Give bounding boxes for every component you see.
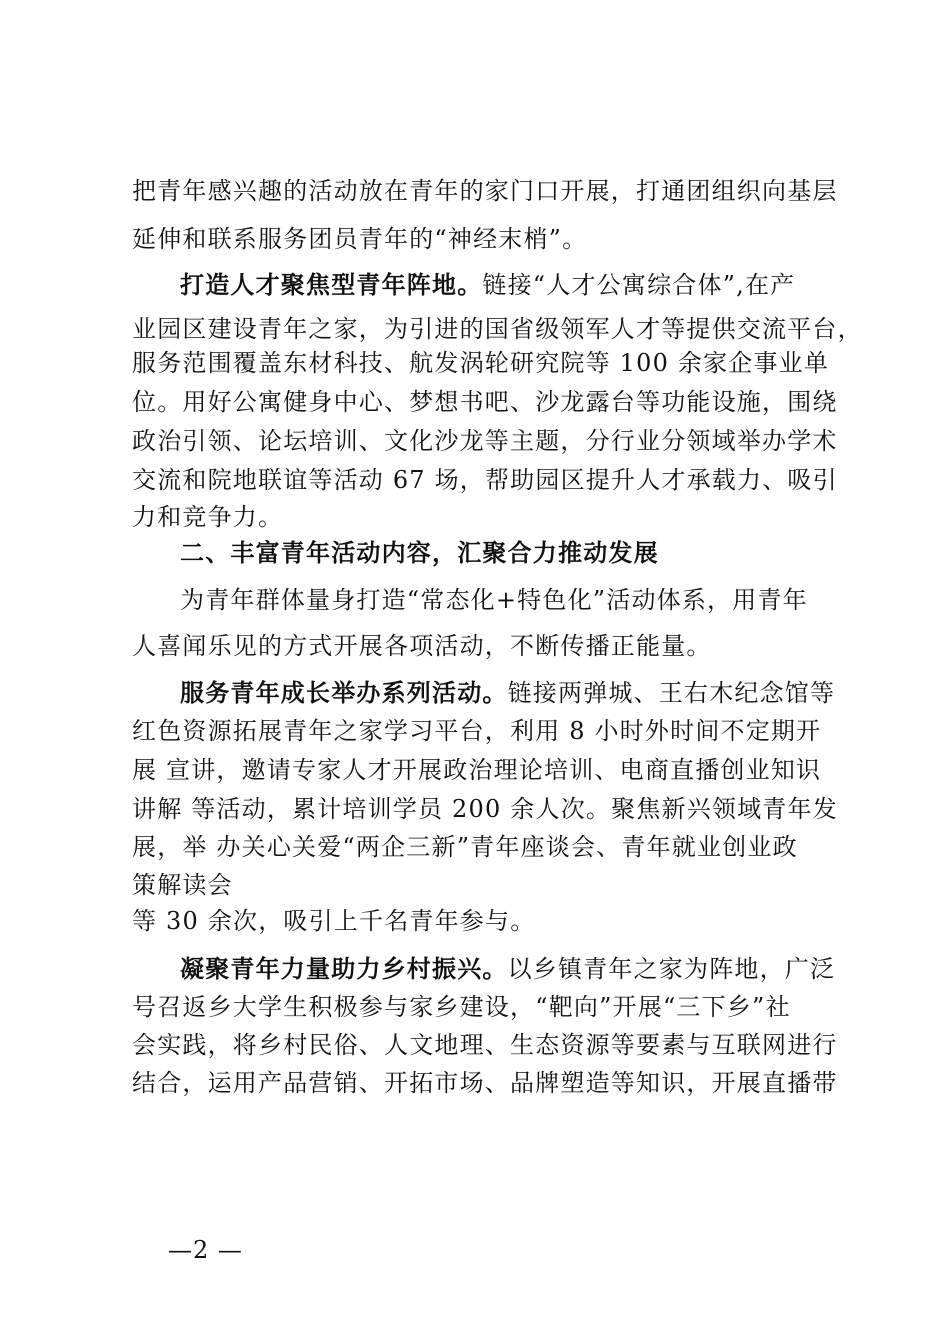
section-heading <box>180 538 659 568</box>
paragraph-line <box>132 176 838 206</box>
section-heading-text: 二、丰富青年活动内容，汇聚合力推动发展 <box>180 539 659 567</box>
paragraph-line <box>132 716 821 746</box>
paragraph-lead: 服务青年成长举办系列活动。 <box>180 679 508 707</box>
paragraph-line <box>132 755 821 785</box>
page-number: —2 — <box>168 1236 243 1264</box>
line-text: 展 宣讲，邀请专家人才开展政治理论培训、电商直播创业知识 <box>132 756 822 784</box>
paragraph-line <box>132 426 838 456</box>
line-text: 交流和院地联谊等活动 67 场，帮助园区提升人才承载力、吸引 <box>132 466 838 494</box>
line-text: 以乡镇青年之家为阵地，广泛 <box>507 955 836 983</box>
paragraph-line <box>132 1068 838 1098</box>
paragraph-line <box>132 314 863 344</box>
line-text: 服务范围覆盖东材科技、航发涡轮研究院等 100 余家企事业单 <box>132 349 830 377</box>
line-text: 把青年感兴趣的活动放在青年的家门口开展，打通团组织向基层 <box>132 177 838 205</box>
line-text: 讲解 等活动，累计培训学员 200 余人次。聚焦新兴领域青年发 <box>132 795 838 823</box>
line-text: 号召返乡大学生积极参与家乡建设，“靶向”开展“三下乡”社 <box>132 993 791 1021</box>
line-text: 展，举 办关心关爱“两企三新”青年座谈会、青年就业创业政 <box>132 833 798 861</box>
paragraph-line <box>180 954 835 984</box>
paragraph-line <box>132 870 233 900</box>
line-text: 力和竞争力。 <box>132 503 284 531</box>
line-text: 红色资源拓展青年之家学习平台，利用 8 小时外时间不定期开 <box>132 717 822 745</box>
paragraph-lead: 凝聚青年力量助力乡村振兴。 <box>180 955 508 983</box>
line-text: 为青年群体量身打造“常态化+特色化”活动体系，用青年 <box>180 586 808 614</box>
paragraph-line <box>132 631 712 661</box>
line-text: 结合，运用产品营销、开拓市场、品牌塑造等知识，开展直播带 <box>132 1069 838 1097</box>
paragraph-lead: 打造人才聚焦型青年阵地。 <box>180 271 483 299</box>
line-text: 策解读会 <box>132 871 233 899</box>
line-text: 政治引领、论坛培训、文化沙龙等主题，分行业分领域举办学术 <box>132 427 838 455</box>
paragraph-line <box>132 224 587 254</box>
paragraph-line <box>132 794 838 824</box>
line-text: 链接两弹城、王右木纪念馆等 <box>507 679 836 707</box>
paragraph-line <box>132 832 798 862</box>
paragraph-line <box>132 1030 838 1060</box>
line-text: 等 30 余次，吸引上千名青年参与。 <box>132 907 536 935</box>
paragraph-line <box>180 678 835 708</box>
line-text: 链接“人才公寓综合体”,在产 <box>482 271 796 299</box>
line-text: 业园区建设青年之家，为引进的国省级领军人才等提供交流平台， <box>132 315 863 343</box>
paragraph-line <box>180 270 795 300</box>
line-text: 会实践，将乡村民俗、人文地理、生态资源等要素与互联网进行 <box>132 1031 838 1059</box>
paragraph-line <box>132 465 838 495</box>
line-text: 人喜闻乐见的方式开展各项活动，不断传播正能量。 <box>132 632 712 660</box>
paragraph-line <box>180 585 808 615</box>
paragraph-line <box>132 992 791 1022</box>
line-text: 位。用好公寓健身中心、梦想书吧、沙龙露台等功能设施，围绕 <box>132 388 838 416</box>
paragraph-line <box>132 387 838 417</box>
paragraph-line <box>132 348 829 378</box>
paragraph-line <box>132 906 535 936</box>
line-text: 延伸和联系服务团员青年的“神经末梢”。 <box>132 225 588 253</box>
paragraph-line <box>132 502 283 532</box>
